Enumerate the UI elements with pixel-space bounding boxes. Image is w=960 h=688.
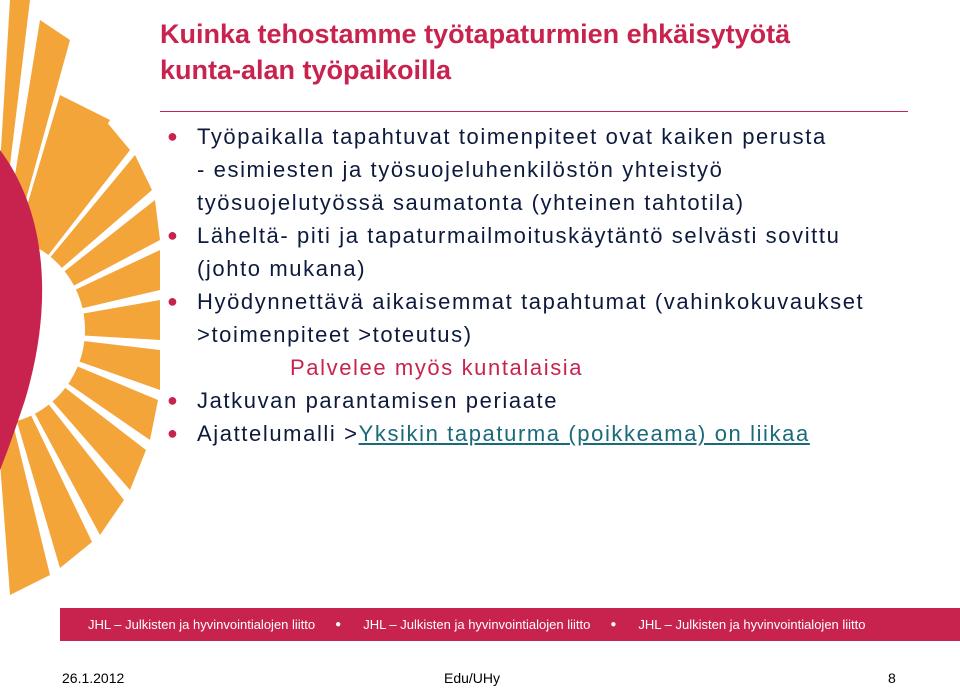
slide-content <box>167 120 887 450</box>
footer-banner <box>60 608 960 641</box>
banner-text: JHL – Julkisten ja hyvinvointialojen liitto <box>638 617 866 632</box>
banner-text: JHL – Julkisten ja hyvinvointialojen liitto <box>363 617 591 632</box>
bullet-text: Työpaikalla tapahtuvat toimenpiteet ovat kaiken perusta <box>197 124 827 149</box>
footer-center: Edu/UHy <box>444 670 501 686</box>
slide-title <box>160 16 940 88</box>
banner-separator-icon: ● <box>610 619 617 630</box>
bullet-item <box>167 120 887 153</box>
footer-date: 26.1.2012 <box>62 670 125 686</box>
bullet-text: Jatkuvan parantamisen periaate <box>197 388 559 413</box>
title-line-2: kunta-alan työpaikoilla <box>160 55 452 85</box>
bullet-icon: ● <box>167 423 180 443</box>
page-number: 8 <box>888 670 896 686</box>
bullet-item <box>167 285 887 351</box>
bullet-icon: ● <box>167 390 180 410</box>
banner-text: JHL – Julkisten ja hyvinvointialojen liitto <box>88 617 316 632</box>
bullet-text: Läheltä- piti ja tapaturmailmoituskäytäntö selvästi sovittu (johto mukana) <box>197 223 841 281</box>
highlight-text: Palvelee myös kuntalaisia <box>290 355 584 380</box>
bullet-item <box>167 417 887 450</box>
sub-item-text: - esimiesten ja työsuojeluhenkilöstön yhteistyö työsuojelutyössä saumatonta (yhteinen tahtotila) <box>197 157 745 215</box>
sub-item <box>167 153 887 219</box>
bullet-icon: ● <box>167 126 180 146</box>
bullet-text: Ajattelumalli > <box>197 421 359 446</box>
bullet-text: Hyödynnettävä aikaisemmat tapahtumat (vahinkokuvaukset >toimenpiteet >toteutus) <box>197 289 865 347</box>
title-divider <box>160 111 908 112</box>
bullet-item <box>167 219 887 285</box>
banner-separator-icon: ● <box>335 619 342 630</box>
bullet-icon: ● <box>167 291 180 311</box>
title-line-1: Kuinka tehostamme työtapaturmien ehkäisytyötä <box>160 19 791 49</box>
decorative-sunburst <box>0 0 160 640</box>
bullet-item <box>167 384 887 417</box>
bullet-link[interactable]: Yksikin tapaturma (poikkeama) on liikaa <box>358 421 810 446</box>
bullet-icon: ● <box>167 225 180 245</box>
